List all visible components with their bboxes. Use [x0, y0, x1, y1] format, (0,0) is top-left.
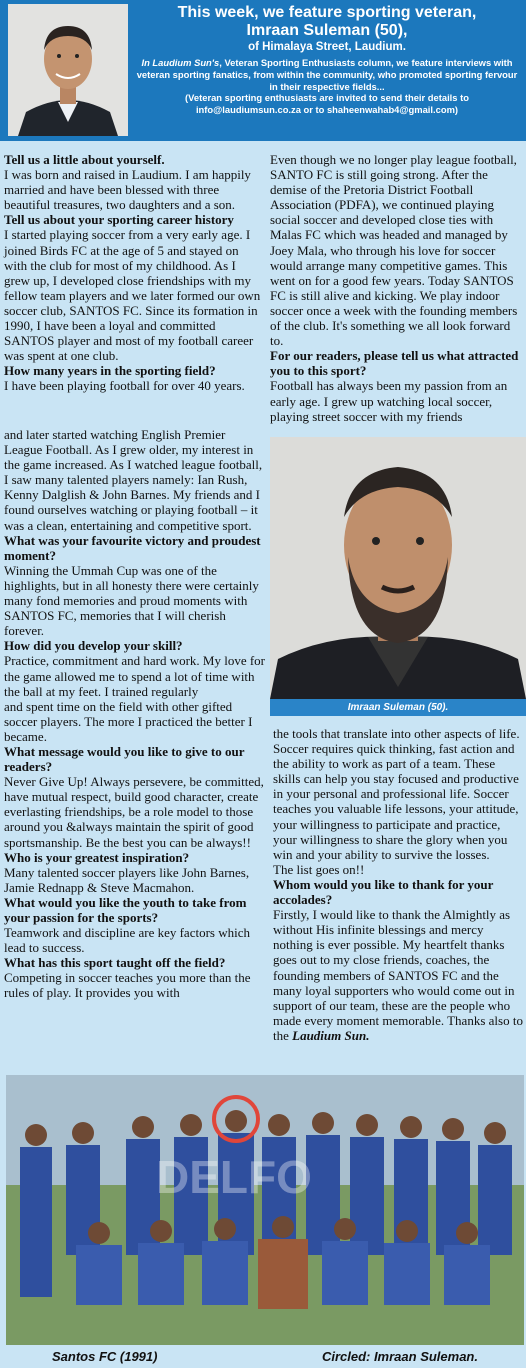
answer-about-yourself: I was born and raised in Laudium. I am happily married and have been blessed with three beautiful treasures, two daughters and a son.	[4, 167, 251, 213]
team-caption-left: Santos FC (1991)	[52, 1349, 158, 1364]
question-off-field: What has this sport taught off the field?	[4, 955, 226, 971]
article-column-right-top	[270, 152, 524, 424]
question-victory: What was your favourite victory and proudest moment?	[4, 532, 261, 563]
question-inspiration: Who is your greatest inspiration?	[4, 849, 190, 865]
question-about-yourself: Tell us a little about yourself.	[4, 152, 165, 167]
answer-youth: Teamwork and discipline are key factors which lead to success.	[4, 925, 250, 956]
question-years: How many years in the sporting field?	[4, 363, 216, 379]
answer-thanks-text: Firstly, I would like to thank the Almightly as without His infinite blessings and mercy nothing is ever possible. My heartfelt thanks goes out to my close friends, coaches, the founding members of SANTOS FC and the many loyal supporters who would come out in support of our team, these are the people who made every moment memorable. Thanks also to the	[273, 907, 523, 1043]
answer-attraction-part1: Football has always been my passion from an early age. I grew up watching local soccer, playing street soccer with my friends	[270, 378, 508, 424]
header-text-block	[132, 4, 522, 116]
portrait-caption: Imraan Suleman (50).	[270, 699, 526, 716]
header-intro	[132, 57, 522, 92]
header-title-line3: of Himalaya Street, Laudium.	[248, 41, 406, 53]
question-thanks: Whom would you like to thank for your accolades?	[273, 876, 494, 908]
answer-career-history: I started playing soccer from a very early age. I joined Birds FC at the age of 5 and stayed on with the club for most of my childhood. As I grew up, I developed close friendships with my fellow team players and we later formed our own soccer club, SANTOS FC. Since its formation in 1990, I have been a loyal and committed SANTOS player and most of my football career was spent at one club.	[4, 227, 261, 364]
portrait-photo	[270, 437, 526, 699]
answer-inspiration: Many talented soccer players like John Barnes, Jamie Rednapp & Steve Macmahon.	[4, 864, 250, 895]
question-youth: What would you like the youth to take from your passion for the sports?	[4, 894, 247, 925]
team-photo-watermark: DELFO	[156, 1151, 312, 1203]
answer-skill-part2: and spent time on the field with other gifted soccer players. The more I practiced the better I became.	[4, 698, 253, 744]
header-banner	[0, 0, 526, 141]
article-column-right-bottom	[273, 726, 523, 1043]
answer-attraction-part2: and later started watching English Premier League Football. As I grew older, my interest in the game increased. As I watched league football, I saw many talented players namely: Ian Rush, Kenny Dalglish & John Barnes. My friends and I found ourselves watching or playing football – it was a clean, entertaining and competitive sport.	[4, 427, 263, 533]
question-career-history: Tell us about your sporting career history	[4, 212, 234, 228]
header-intro-rest: , Veteran Sporting Enthusiasts column, we feature interviews with veteran sporting fanatics, from within the community, who promoted sporting fervour in their respective fields...	[136, 57, 518, 92]
header-intro-publication: In Laudium Sun's	[141, 57, 220, 68]
answer-off-field-part3: The list goes on!!	[273, 861, 365, 877]
team-photo	[6, 1075, 524, 1345]
team-caption-right: Circled: Imraan Suleman.	[321, 1349, 478, 1364]
header-headshot-photo	[8, 4, 128, 136]
answer-message: Never Give Up! Always persevere, be committed, have mutual respect, build good character, create everlasting friendships, be a role model to those around you &always maintain the spirit of good sportsmanship. Be the best you can be always!!	[4, 774, 264, 850]
answer-off-field-part1: Competing in soccer teaches you more than the rules of play. It provides you with	[4, 970, 251, 1001]
header-invite: (Veteran sporting enthusiasts are invited to send their details to info@laudiumsun.co.za or to shaheenwahab4@gmail.com)	[185, 92, 469, 116]
article-column-left-top	[4, 152, 264, 394]
answer-years-continued: Even though we no longer play league football, SANTO FC is still going strong. After the demise of the Pretoria District Football Association (PDFA), we continued playing social soccer and developed close ties with Malas FC which was headed and managed by Joey Mala, who through his love for soccer would arrange many competitive games. This went on for a good few years. Today SANTOS FC is still alive and kicking. We play indoor soccer once a week with the founding members of the club. It's something we all look forward to.	[270, 152, 518, 349]
answer-off-field-part2: the tools that translate into other aspects of life. Soccer requires quick thinking, fast action and the ability to work as part of a team. These skills can help you stay focused and productive in your personal and professional life. Soccer teaches you valuable life lessons, your attitude, your willingness to participate and practice, your willingness to share the glory when you win and your ability to survive the losses.	[273, 726, 520, 862]
answer-skill-part1: Practice, commitment and hard work. My love for the game allowed me to spend a lot of time with the ball at my feet. I trained regularly	[4, 653, 266, 699]
answer-years: I have been playing football for over 40 years.	[4, 378, 245, 394]
question-message: What message would you like to give to our readers?	[4, 743, 245, 775]
question-skill: How did you develop your skill?	[4, 638, 183, 654]
answer-thanks-publication: Laudium Sun.	[292, 1027, 370, 1043]
article-column-left-bottom	[4, 427, 266, 1001]
answer-thanks	[273, 907, 523, 1043]
question-attraction: For our readers, please tell us what attracted you to this sport?	[270, 348, 519, 379]
header-title-line1: This week, we feature sporting veteran,	[177, 4, 477, 21]
header-title-line2: Imraan Suleman (50),	[246, 22, 408, 39]
answer-victory: Winning the Ummah Cup was one of the highlights, but in all honesty there were certainly many fond memories and proud moments with SANTOS FC, memories that I will cherish forever.	[4, 562, 259, 639]
